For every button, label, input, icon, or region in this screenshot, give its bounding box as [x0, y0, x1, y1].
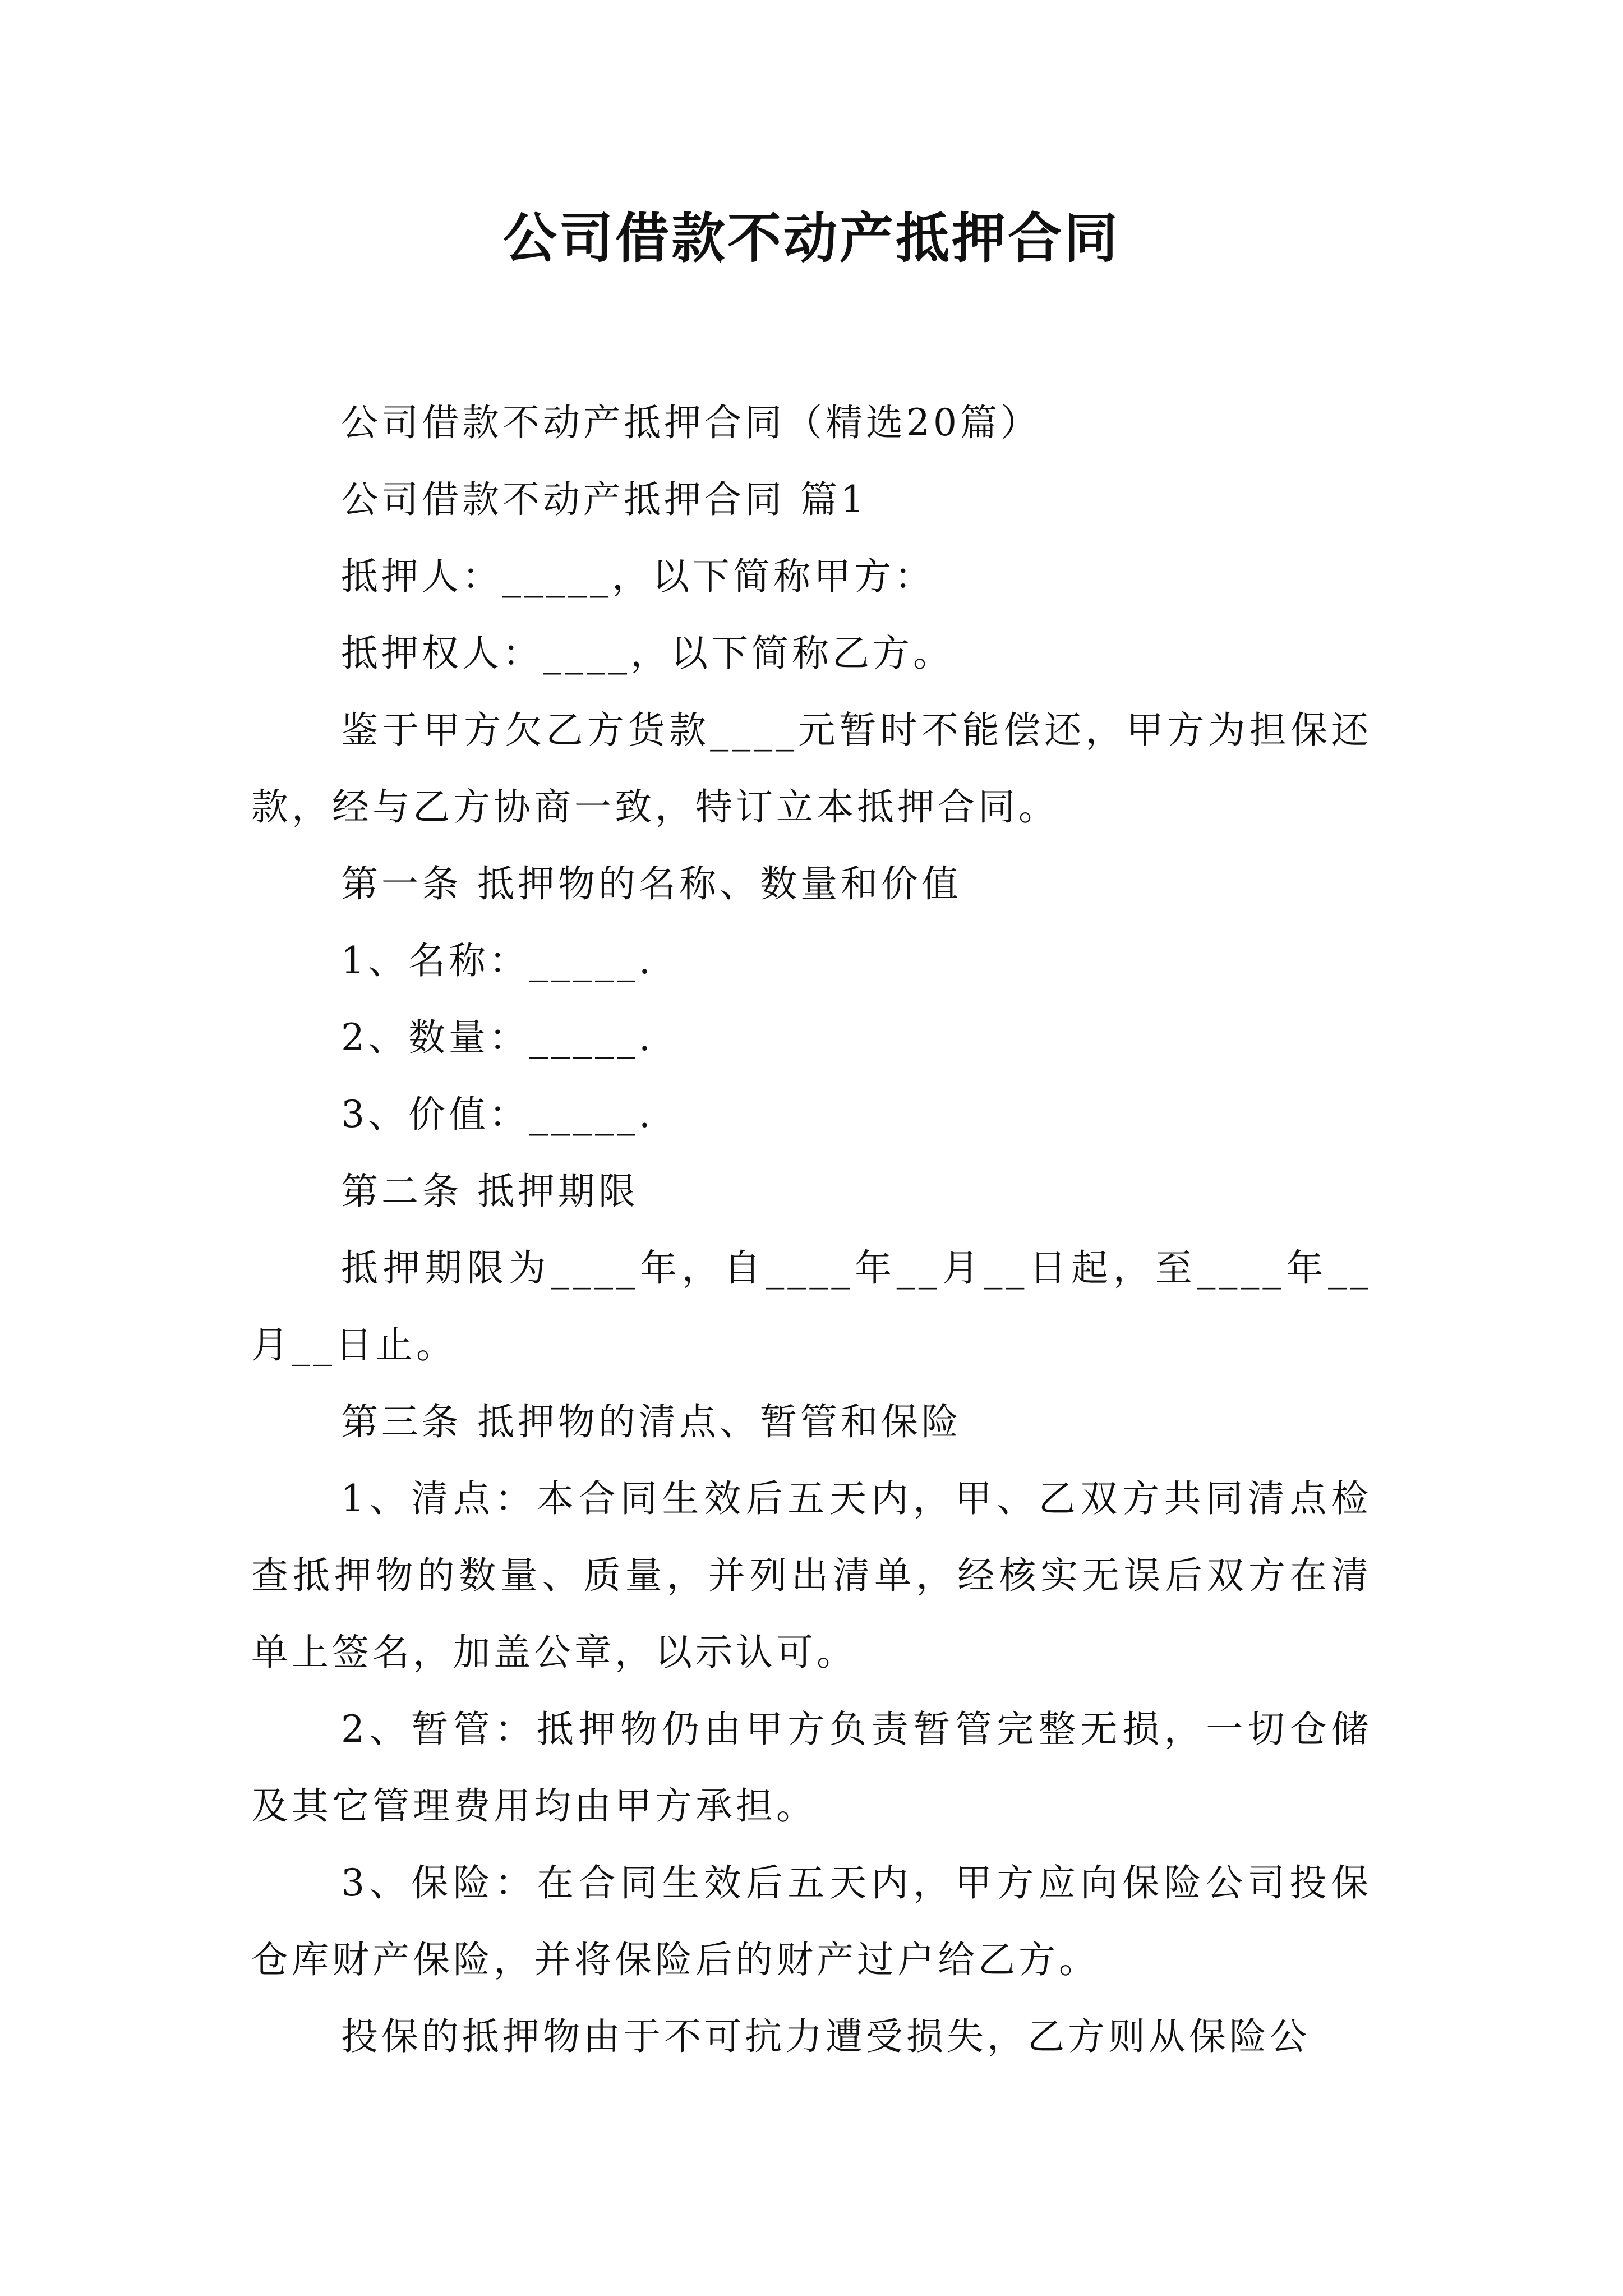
article-1-item-value: 3、价值：_____.	[341, 1093, 654, 1136]
paragraph-preamble: 鉴于甲方欠乙方货款____元暂时不能偿还，甲方为担保还款，经与乙方协商一致，特订立本抵押合同。	[251, 708, 1372, 829]
article-2-term: 抵押期限为____年，自____年__月__日起，至____年__月__日止。	[251, 1246, 1372, 1366]
article-3-item-insurance: 3、保险：在合同生效后五天内，甲方应向保险公司投保仓库财产保险，并将保险后的财产过户给乙方。	[251, 1861, 1372, 1981]
document-body	[251, 384, 1372, 2075]
article-3-item-inventory: 1、清点：本合同生效后五天内，甲、乙双方共同清点检查抵押物的数量、质量，并列出清单，经核实无误后双方在清单上签名，加盖公章，以示认可。	[251, 1477, 1372, 1674]
article-1-item-quantity: 2、数量：_____.	[341, 1016, 654, 1059]
paragraph-section-heading: 公司借款不动产抵押合同 篇1	[341, 478, 868, 521]
article-3-insurance-loss: 投保的抵押物由于不可抗力遭受损失，乙方则从保险公	[341, 2015, 1310, 2058]
article-1-heading: 第一条 抵押物的名称、数量和价值	[341, 862, 962, 905]
paragraph-subtitle: 公司借款不动产抵押合同（精选20篇）	[341, 401, 1041, 444]
article-2-heading: 第二条 抵押期限	[341, 1170, 639, 1213]
paragraph-mortgagee: 抵押权人：____，以下简称乙方。	[341, 632, 953, 675]
document-title: 公司借款不动产抵押合同	[503, 207, 1120, 270]
article-3-item-custody: 2、暂管：抵押物仍由甲方负责暂管完整无损，一切仓储及其它管理费用均由甲方承担。	[251, 1708, 1372, 1828]
article-3-heading: 第三条 抵押物的清点、暂管和保险	[341, 1400, 962, 1443]
article-1-item-name: 1、名称：_____.	[341, 939, 654, 982]
paragraph-mortgagor: 抵押人：_____，以下简称甲方：	[341, 555, 935, 598]
